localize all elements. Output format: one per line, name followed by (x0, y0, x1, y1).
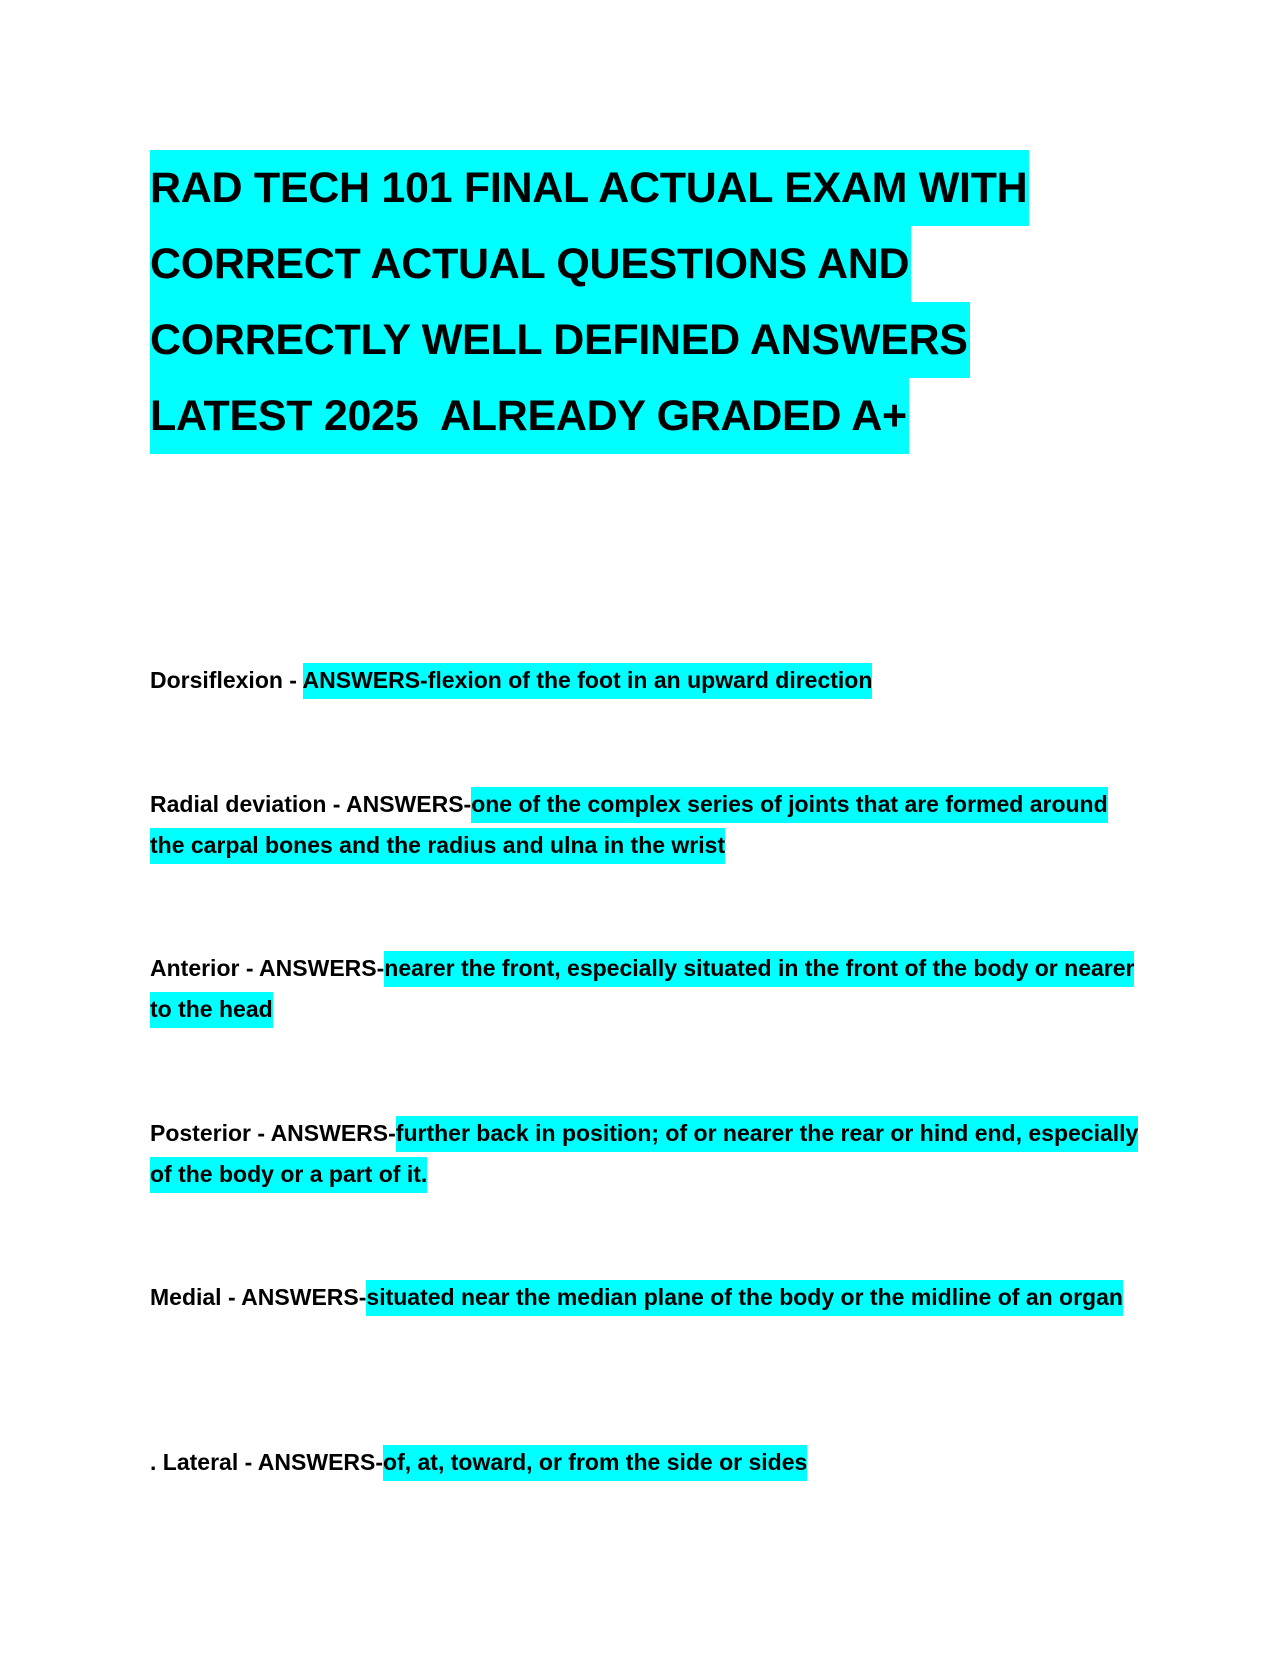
entry-answer-label: ANSWERS- (345, 791, 472, 817)
entry-definition: situated near the median plane of the body or the midline of an organ (366, 1280, 1123, 1316)
entry-answer-label: ANSWERS- (302, 667, 428, 693)
document-page (150, 150, 1140, 454)
title-line: CORRECTLY WELL DEFINED ANSWERS (150, 302, 970, 378)
entry-term: . Lateral - (150, 1449, 258, 1475)
entry-term: Radial deviation - (150, 791, 346, 817)
entry-answer-label: ANSWERS- (257, 1449, 384, 1475)
title-line: CORRECT ACTUAL QUESTIONS AND (150, 226, 911, 302)
entry-term: Posterior - (150, 1120, 271, 1146)
entry-term: Medial - (150, 1284, 242, 1310)
qa-entry-posterior (150, 1113, 1140, 1195)
entry-term: Anterior - (150, 955, 260, 981)
entry-definition: further back in position; of or nearer the rear or hind end, especially of the body or a part of it. (150, 1116, 1138, 1193)
entry-definition: one of the complex series of joints that are formed around the carpal bones and the radius and ulna in the wrist (150, 787, 1108, 864)
document-title (150, 150, 1140, 454)
entry-definition: flexion of the foot in an upward direction (427, 667, 873, 693)
entry-answer-label: ANSWERS- (259, 955, 385, 981)
title-line: RAD TECH 101 FINAL ACTUAL EXAM WITH (150, 150, 1029, 226)
entry-term: Dorsiflexion - (150, 667, 303, 693)
entry-definition: nearer the front, especially situated in the front of the body or nearer to the head (150, 951, 1134, 1028)
qa-entry-lateral (150, 1442, 1140, 1483)
qa-entry-medial (150, 1277, 1140, 1318)
title-line: LATEST 2025 ALREADY GRADED A+ (150, 378, 909, 454)
qa-entry-anterior (150, 948, 1140, 1030)
entry-answer-label: ANSWERS- (270, 1120, 396, 1146)
qa-entry-dorsiflexion (150, 660, 1140, 701)
qa-entry-radial-deviation (150, 784, 1140, 866)
entry-definition: of, at, toward, or from the side or sides (383, 1445, 807, 1481)
entry-answer-label: ANSWERS- (241, 1284, 367, 1310)
